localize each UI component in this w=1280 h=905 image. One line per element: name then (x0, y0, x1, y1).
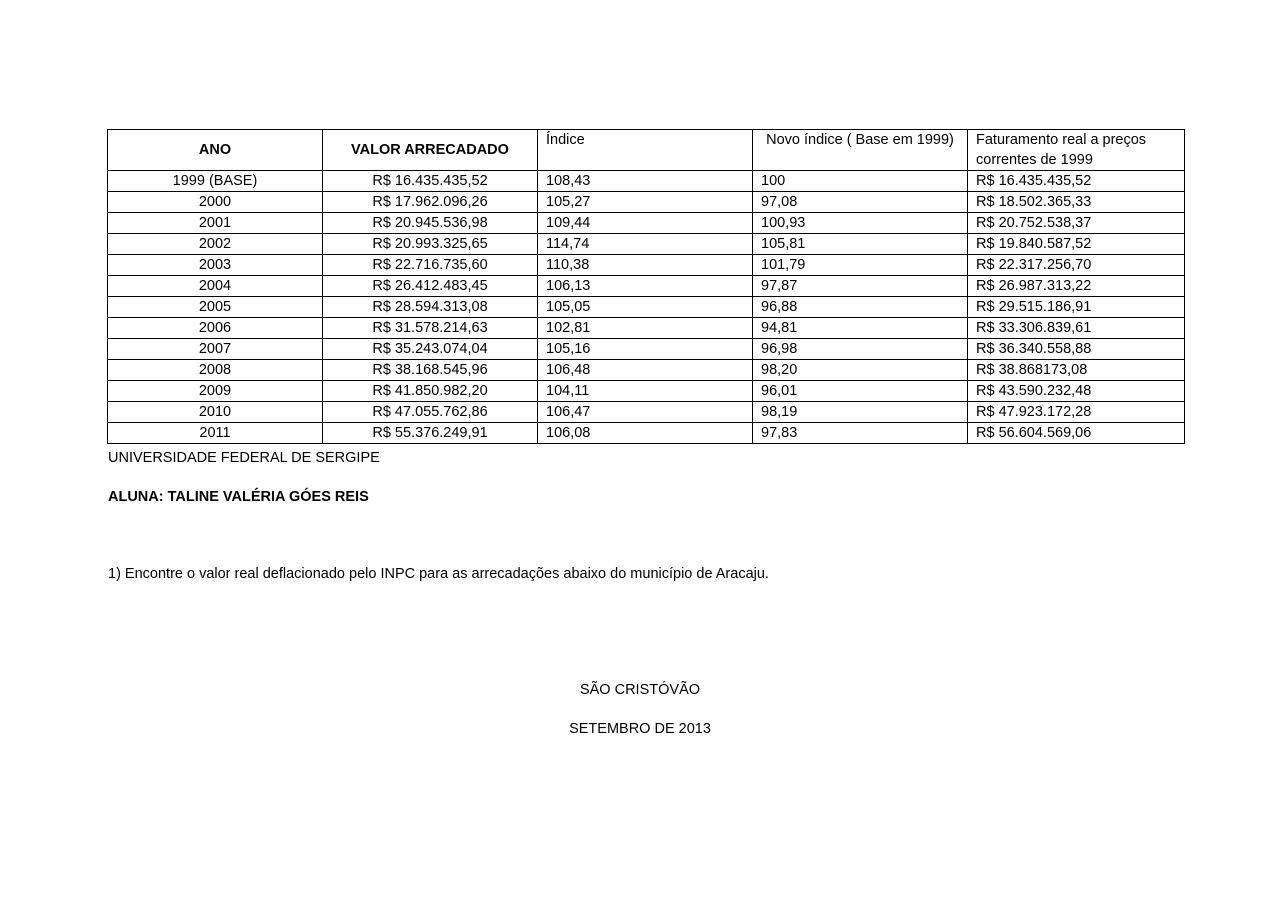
cell-real-revenue: R$ 20.752.538,37 (968, 213, 1185, 234)
cell-collected: R$ 41.850.982,20 (323, 381, 538, 402)
cell-year: 2011 (108, 423, 323, 444)
table-row (108, 381, 1185, 402)
cell-year: 2000 (108, 192, 323, 213)
cell-collected: R$ 35.243.074,04 (323, 339, 538, 360)
cell-real-revenue: R$ 33.306.839,61 (968, 318, 1185, 339)
table-row (108, 213, 1185, 234)
table-row (108, 276, 1185, 297)
cell-real-revenue: R$ 36.340.558,88 (968, 339, 1185, 360)
cell-year: 2002 (108, 234, 323, 255)
cell-new-index: 96,88 (753, 297, 968, 318)
table-row (108, 297, 1185, 318)
cell-index: 105,16 (538, 339, 753, 360)
cell-new-index: 97,87 (753, 276, 968, 297)
revenue-table (107, 129, 1185, 444)
table-row (108, 234, 1185, 255)
table-row (108, 402, 1185, 423)
cell-collected: R$ 17.962.096,26 (323, 192, 538, 213)
cell-year: 2007 (108, 339, 323, 360)
cell-new-index: 98,20 (753, 360, 968, 381)
cell-new-index: 100 (753, 171, 968, 192)
header-new-index: Novo índice ( Base em 1999) (753, 130, 968, 171)
cell-index: 106,13 (538, 276, 753, 297)
cell-collected: R$ 47.055.762,86 (323, 402, 538, 423)
cell-collected: R$ 38.168.545,96 (323, 360, 538, 381)
table-row (108, 318, 1185, 339)
student-name: ALUNA: TALINE VALÉRIA GÓES REIS (108, 489, 369, 505)
cell-real-revenue: R$ 26.987.313,22 (968, 276, 1185, 297)
table-row (108, 360, 1185, 381)
cell-index: 105,05 (538, 297, 753, 318)
header-real-revenue: Faturamento real a preços correntes de 1999 (968, 130, 1185, 171)
cell-collected: R$ 20.993.325,65 (323, 234, 538, 255)
table-row (108, 423, 1185, 444)
cell-new-index: 96,01 (753, 381, 968, 402)
header-collected: VALOR ARRECADADO (323, 130, 538, 171)
cell-collected: R$ 28.594.313,08 (323, 297, 538, 318)
cell-real-revenue: R$ 16.435.435,52 (968, 171, 1185, 192)
document-date: SETEMBRO DE 2013 (569, 721, 711, 737)
cell-index: 105,27 (538, 192, 753, 213)
cell-collected: R$ 22.716.735,60 (323, 255, 538, 276)
cell-collected: R$ 20.945.536,98 (323, 213, 538, 234)
table-row (108, 192, 1185, 213)
cell-new-index: 98,19 (753, 402, 968, 423)
cell-year: 2001 (108, 213, 323, 234)
university-name: UNIVERSIDADE FEDERAL DE SERGIPE (108, 450, 380, 466)
header-year: ANO (108, 130, 323, 171)
city-name: SÃO CRISTÓVÃO (579, 682, 701, 698)
cell-collected: R$ 31.578.214,63 (323, 318, 538, 339)
table-row (108, 339, 1185, 360)
table-header-row (108, 130, 1185, 171)
cell-collected: R$ 26.412.483,45 (323, 276, 538, 297)
cell-real-revenue: R$ 56.604.569,06 (968, 423, 1185, 444)
table-row (108, 255, 1185, 276)
cell-new-index: 96,98 (753, 339, 968, 360)
cell-new-index: 97,83 (753, 423, 968, 444)
cell-index: 114,74 (538, 234, 753, 255)
cell-year: 2008 (108, 360, 323, 381)
cell-year: 1999 (BASE) (108, 171, 323, 192)
cell-real-revenue: R$ 38.868173,08 (968, 360, 1185, 381)
cell-index: 106,47 (538, 402, 753, 423)
cell-index: 110,38 (538, 255, 753, 276)
cell-year: 2003 (108, 255, 323, 276)
cell-index: 106,48 (538, 360, 753, 381)
cell-index: 106,08 (538, 423, 753, 444)
cell-year: 2006 (108, 318, 323, 339)
cell-new-index: 101,79 (753, 255, 968, 276)
cell-year: 2010 (108, 402, 323, 423)
cell-collected: R$ 16.435.435,52 (323, 171, 538, 192)
cell-new-index: 94,81 (753, 318, 968, 339)
table-row (108, 171, 1185, 192)
cell-real-revenue: R$ 22.317.256,70 (968, 255, 1185, 276)
table-body (108, 171, 1185, 444)
cell-year: 2005 (108, 297, 323, 318)
cell-index: 109,44 (538, 213, 753, 234)
cell-index: 108,43 (538, 171, 753, 192)
cell-new-index: 105,81 (753, 234, 968, 255)
cell-collected: R$ 55.376.249,91 (323, 423, 538, 444)
cell-real-revenue: R$ 19.840.587,52 (968, 234, 1185, 255)
cell-real-revenue: R$ 47.923.172,28 (968, 402, 1185, 423)
question-text: 1) Encontre o valor real deflacionado pelo INPC para as arrecadações abaixo do município de Aracaju. (108, 566, 769, 582)
cell-index: 102,81 (538, 318, 753, 339)
cell-real-revenue: R$ 43.590.232,48 (968, 381, 1185, 402)
header-index: Índice (538, 130, 753, 171)
cell-year: 2004 (108, 276, 323, 297)
cell-real-revenue: R$ 18.502.365,33 (968, 192, 1185, 213)
cell-new-index: 97,08 (753, 192, 968, 213)
cell-new-index: 100,93 (753, 213, 968, 234)
cell-index: 104,11 (538, 381, 753, 402)
cell-year: 2009 (108, 381, 323, 402)
cell-real-revenue: R$ 29.515.186,91 (968, 297, 1185, 318)
